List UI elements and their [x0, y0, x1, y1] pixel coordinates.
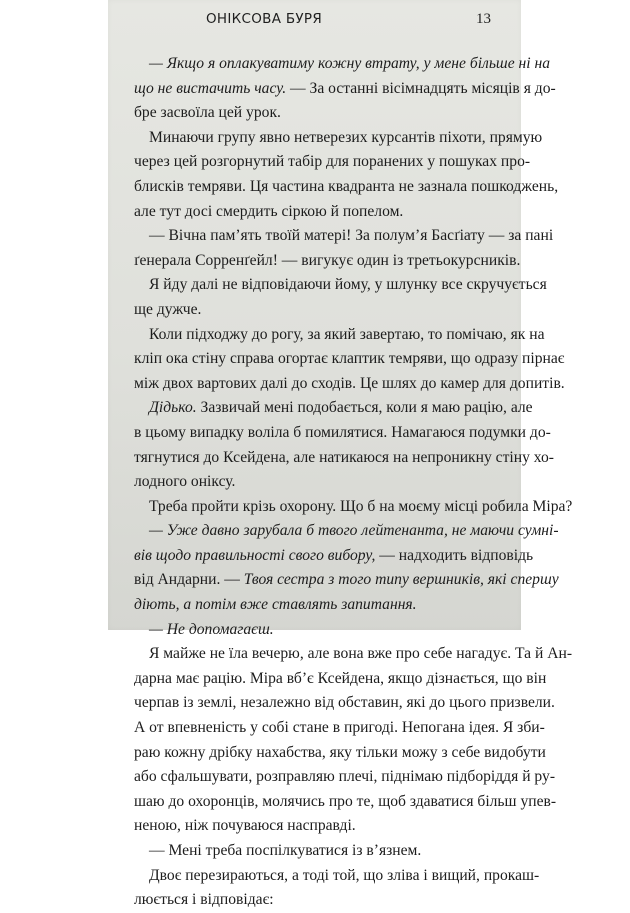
- text-span: дарна має рацію. Міра вб’є Ксейдена, якщо дізнається, що він: [134, 669, 547, 687]
- text-line: [134, 396, 533, 421]
- text-line: [134, 347, 565, 372]
- text-span: лодного оніксу.: [134, 473, 236, 491]
- body-text: [134, 52, 573, 913]
- text-span: — надходить відповідь: [375, 546, 534, 564]
- text-span: неною, ніж почуваюся насправді.: [134, 817, 356, 835]
- text-line: [134, 691, 555, 716]
- text-span: але тут досі смердить сіркою й попелом.: [134, 202, 404, 220]
- text-line: [134, 544, 534, 569]
- text-span: бре засвоїла цей урок.: [134, 104, 281, 122]
- text-line: [134, 839, 488, 864]
- text-span: Треба пройти крізь охорону. Що б на моєму місці робила Міра?: [149, 497, 573, 515]
- text-span: черпав із землі, незалежно від обставин, які до цього призвели.: [134, 694, 555, 712]
- text-line: [134, 864, 540, 889]
- page-number: 13: [476, 11, 491, 27]
- text-span: Я майже не їла вечерю, але вона вже про себе нагадує. Та й Ан-: [149, 645, 573, 663]
- text-line: [134, 888, 488, 913]
- text-line: [134, 765, 556, 790]
- text-line: [134, 52, 551, 77]
- text-line: [134, 470, 488, 495]
- text-line: [134, 519, 559, 544]
- text-line: [134, 716, 545, 741]
- running-title: ОНІКСОВА БУРЯ: [205, 11, 323, 27]
- text-span: між двох вартових далі до сходів. Це шлях до камер для допитів.: [134, 374, 565, 392]
- italic-text: Дідько.: [149, 399, 197, 417]
- text-span: — Вічна пам’ять твоїй матері! За полум’я Басґіату — за пані: [149, 227, 554, 245]
- text-span: ще дужче.: [134, 300, 202, 318]
- text-span: — За останні вісімнадцять місяців я до-: [286, 79, 556, 97]
- text-span: раю кожну дрібку нахабства, яку тільки можу з себе видобути: [134, 743, 546, 761]
- text-line: [134, 446, 554, 471]
- italic-text: — Не допомагаєш.: [149, 620, 274, 638]
- text-line: [134, 790, 557, 815]
- text-span: або сфальшувати, розправляю плечі, піднімаю підборіддя й ру-: [134, 768, 556, 786]
- text-line: [134, 495, 573, 520]
- text-span: Я йду далі не відповідаючи йому, у шлунку все скручується: [149, 276, 547, 294]
- text-line: [134, 200, 488, 225]
- text-line: [134, 421, 551, 446]
- text-line: [134, 273, 547, 298]
- text-line: [134, 298, 488, 323]
- text-line: [134, 642, 573, 667]
- text-span: блисків темряви. Ця частина квадранта не зазнала пошкоджень,: [134, 177, 559, 195]
- text-span: Зазвичай мені подобається, коли я маю рацію, але: [196, 399, 533, 417]
- text-line: [134, 593, 488, 618]
- text-line: [134, 126, 543, 151]
- text-line: [134, 667, 547, 692]
- text-span: ґенерала Сорренґейл! — вигукує один із третьокурсників.: [134, 251, 521, 269]
- italic-text: що не вистачить часу.: [134, 79, 287, 97]
- italic-text: — Уже давно зарубала б твого лейтенанта, не маючи сумні-: [149, 522, 559, 540]
- text-line: [134, 249, 521, 274]
- text-line: [134, 77, 556, 102]
- italic-text: — Якщо я оплакуватиму кожну втрату, у мене більше ні на: [149, 55, 551, 72]
- running-header: [108, 11, 521, 33]
- text-span: від Андарни. —: [134, 571, 244, 589]
- text-span: шаю до охоронців, молячись про те, щоб здаватися більш упев-: [134, 792, 557, 810]
- text-line: [134, 372, 565, 397]
- book-page: [108, 0, 573, 909]
- text-line: [134, 741, 546, 766]
- text-span: Двоє перезираються, а тоді той, що зліва і вищий, прокаш-: [149, 866, 540, 884]
- text-line: [134, 323, 545, 348]
- italic-text: Твоя сестра з того типу вершників, які спершу: [243, 571, 559, 589]
- text-span: — Мені треба поспілкуватися із в’язнем.: [149, 842, 422, 859]
- text-line: [134, 175, 559, 200]
- italic-text: вів щодо правильності свого вибору,: [134, 546, 376, 564]
- text-span: Коли підходжу до рогу, за який завертаю, то помічаю, як на: [149, 325, 545, 343]
- text-span: А от впевненість у собі стане в пригоді. Непогана ідея. Я зби-: [134, 719, 545, 737]
- text-line: [134, 814, 488, 839]
- text-line: [134, 101, 488, 126]
- text-span: через цей розгорнутий табір для поранених у пошуках про-: [134, 153, 531, 171]
- italic-text: діють, а потім вже ставлять запитання.: [134, 596, 417, 614]
- text-line: [134, 568, 559, 593]
- text-span: люється і відповідає:: [134, 891, 274, 909]
- text-span: в цьому випадку воліла б помилятися. Намагаюся подумки до-: [134, 423, 551, 441]
- text-span: кліп ока стіну справа огортає клаптик темряви, що одразу пірнає: [134, 350, 565, 368]
- text-span: тягнутися до Ксейдена, але натикаюся на непроникну стіну хо-: [134, 448, 554, 466]
- text-line: [134, 150, 531, 175]
- text-line: [134, 224, 554, 249]
- text-span: Минаючи групу явно нетверезих курсантів піхоти, прямую: [149, 128, 543, 146]
